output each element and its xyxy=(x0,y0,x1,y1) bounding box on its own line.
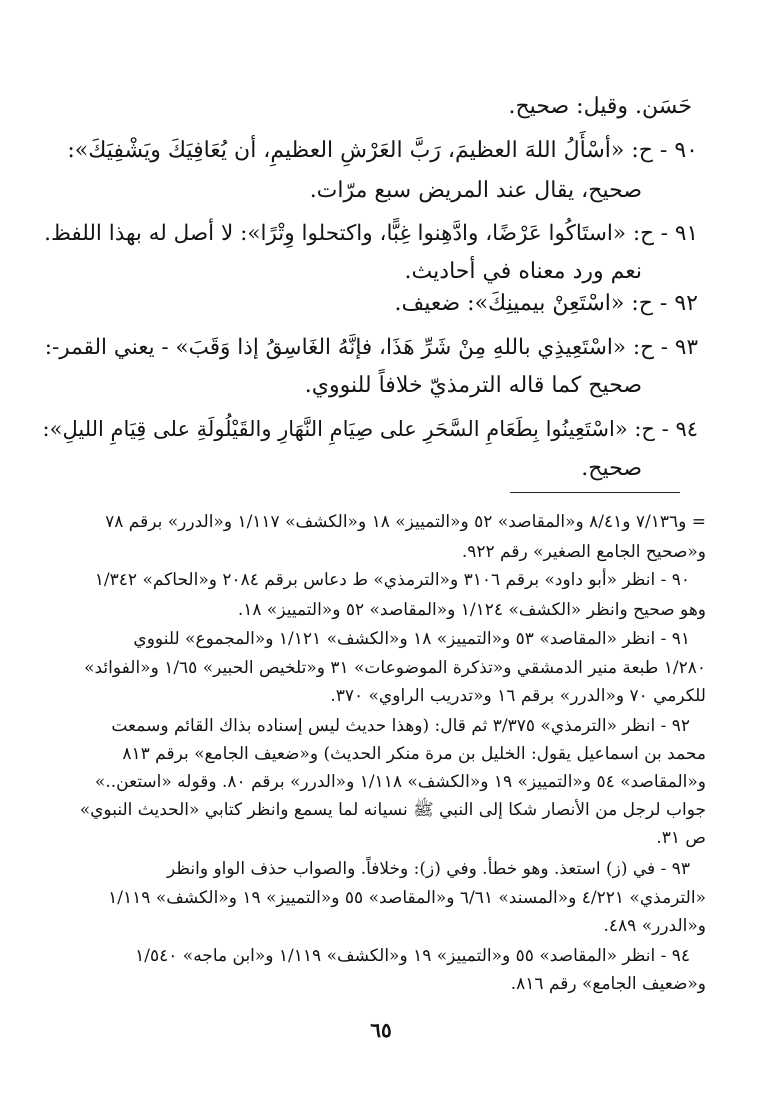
footnote-line: ١/٢٨٠ طبعة منير الدمشقي و«تذكرة الموضوعات» ٣١ و«تلخيص الحبير» ١/٦٥ و«الفوائد» xyxy=(84,658,706,678)
footnote-94: ٩٤ - انظر «المقاصد» ٥٥ و«التمييز» ١٩ و«الكشف» ١/١١٩ و«ابن ماجه» ١/٥٤٠ xyxy=(135,946,690,966)
footnote-line: وهو صحيح وانظر «الكشف» ١/١٢٤ و«المقاصد» ٥٢ و«التمييز» ١٨. xyxy=(237,600,706,620)
footnote-line: جواب لرجل من الأنصار شكا إلى النبي ﷺ نسيانه لما يسمع وانظر كتابي «الحديث النبوي» xyxy=(79,800,706,820)
page-number: ٦٥ xyxy=(370,1018,392,1042)
entry-91-note: نعم ورد معناه في أحاديث. xyxy=(404,259,642,284)
footnote-line: محمد بن اسماعيل يقول: الخليل بن مرة منكر الحديث) و«ضعيف الجامع» برقم ٨١٣ xyxy=(122,744,706,764)
entry-93: ٩٣ - ح: «اسْتَعِيذِي باللهِ مِنْ شَرِّ هَذَا، فإنَّهُ الغَاسِقُ إذا وَقَبَ» - يعني القمر-: xyxy=(44,335,698,360)
entry-90-grade: صحيح، يقال عند المريض سبع مرّات. xyxy=(309,178,642,203)
footnote-line: = و٧/١٣٦ و٨/٤١ و«المقاصد» ٥٢ و«التمييز» ١٨ و«الكشف» ١/١١٧ و«الدرر» برقم ٧٨ xyxy=(105,512,706,532)
entry-94: ٩٤ - ح: «اسْتَعِينُوا بِطَعَامِ السَّحَرِ على صِيَامِ النَّهَارِ والقَيْلُولَةِ على قِيَامِ الليلِ»: xyxy=(42,417,698,441)
entry-93-grade: صحيح كما قاله الترمذيّ خلافاً للنووي. xyxy=(304,373,642,398)
footnote-line: و«ضعيف الجامع» رقم ٨١٦. xyxy=(510,974,706,994)
footnote-separator xyxy=(510,492,680,493)
entry-92: ٩٢ - ح: «اسْتَعِنْ بيمينِكَ»: ضعيف. xyxy=(394,291,698,316)
footnote-line: ص ٣١. xyxy=(656,828,706,848)
footnote-line: و«صحيح الجامع الصغير» رقم ٩٢٢. xyxy=(461,542,706,562)
entry-94-grade: صحيح. xyxy=(581,456,642,481)
footnote-93: ٩٣ - في (ز) استعذ. وهو خطأ. وفي (ز): وخلافاً. والصواب حذف الواو وانظر xyxy=(167,859,690,879)
footnote-line: «الترمذي» ٤/٢٢١ و«المسند» ٦/٦١ و«المقاصد» ٥٥ و«التمييز» ١٩ و«الكشف» ١/١١٩ xyxy=(108,888,706,908)
main-line-1: حَسَن. وقيل: صحيح. xyxy=(508,94,692,119)
footnote-92: ٩٢ - انظر «الترمذي» ٣/٣٧٥ ثم قال: (وهذا حديث ليس إسناده بذاك القائم وسمعت xyxy=(111,716,690,736)
footnote-91: ٩١ - انظر «المقاصد» ٥٣ و«التمييز» ١٨ و«الكشف» ١/١٢١ و«المجموع» للنووي xyxy=(133,629,690,649)
footnote-line: و«الدرر» ٤٨٩. xyxy=(603,916,706,936)
entry-91: ٩١ - ح: «استَاكُوا عَرْضًا، وادَّهِنوا غِبًّا، واكتحلوا وِتْرًا»: لا أصل له بهذا اللفظ. xyxy=(44,221,698,246)
footnote-line: و«المقاصد» ٥٤ و«التمييز» ١٩ و«الكشف» ١/١١٨ و«الدرر» برقم ٨٠. وقوله «استعن..» xyxy=(94,772,706,792)
footnote-line: للكرمي ٧٠ و«الدرر» برقم ١٦ و«تدريب الراوي» ٣٧٠. xyxy=(330,686,706,706)
footnote-90: ٩٠ - انظر «أبو داود» برقم ٣١٠٦ و«الترمذي» ط دعاس برقم ٢٠٨٤ و«الحاكم» ١/٣٤٢ xyxy=(94,570,690,590)
entry-90: ٩٠ - ح: «أسْأَلُ اللهَ العظيمَ، رَبَّ العَرْشِ العظيمِ، أن يُعَافِيَكَ ويَشْفِيَكَ»: xyxy=(67,138,698,163)
